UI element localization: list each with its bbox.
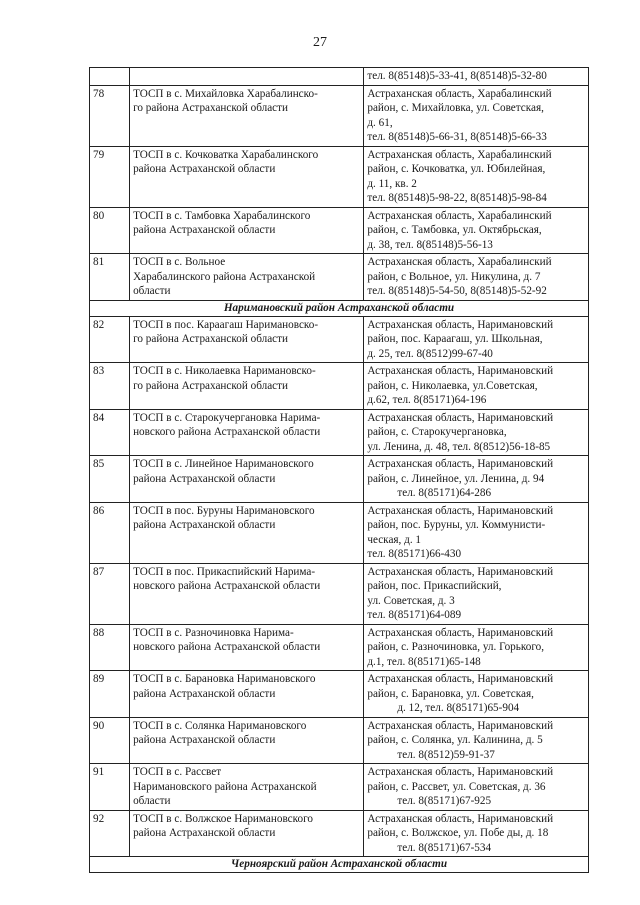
- address-line: д. 12, тел. 8(85171)65-904: [397, 702, 520, 714]
- name-line: ТОСП в с. Старокучергановка Нарима-: [133, 411, 321, 424]
- row-address-cell: [364, 717, 589, 764]
- address-line: д. 25, тел. 8(8512)99-67-40: [367, 347, 493, 360]
- row-name-cell: [130, 254, 364, 301]
- row-name-cell: [130, 85, 364, 146]
- row-name-cell: [130, 207, 364, 254]
- row-name-cell: [130, 456, 364, 503]
- registry-table: [89, 67, 589, 873]
- name-line: новского района Астраханской области: [133, 641, 321, 653]
- address-line: район, с. Волжское, ул. Побе ды, д. 18: [367, 827, 549, 839]
- row-address-cell: [364, 563, 589, 624]
- name-line: области: [133, 285, 171, 297]
- row-name-cell: [130, 409, 364, 456]
- row-number-cell: 85: [90, 456, 130, 503]
- table-row-continuation: [90, 68, 589, 86]
- row-name-cell: [130, 68, 364, 86]
- address-line: район, с. Линейное, ул. Ленина, д. 94: [367, 472, 545, 485]
- row-address-cell: [364, 68, 589, 86]
- table-row: [90, 409, 589, 456]
- row-address-cell: [364, 207, 589, 254]
- address-line: Астраханская область, Наримановский: [367, 766, 554, 778]
- address-line: Астраханская область, Наримановский: [367, 318, 554, 331]
- name-line: района Астраханской области: [133, 472, 276, 485]
- address-line: район, с. Михайловка, ул. Советская,: [367, 102, 544, 114]
- table-row: [90, 563, 589, 624]
- row-address-cell: [364, 85, 589, 146]
- address-line: Астраханская область, Наримановский: [367, 565, 554, 578]
- row-number-cell: 91: [90, 764, 130, 811]
- name-line: ТОСП в с. Николаевка Наримановско-: [133, 365, 316, 377]
- row-address-cell: [364, 624, 589, 671]
- address-line: тел. 8(85171)66-430: [367, 548, 462, 560]
- address-line: Астраханская область, Наримановский: [367, 365, 554, 377]
- row-number-cell: 83: [90, 363, 130, 410]
- name-line: ТОСП в с. Солянка Наримановского: [133, 719, 307, 732]
- name-line: области: [133, 795, 171, 807]
- row-name-cell: [130, 363, 364, 410]
- name-line: ТОСП в с. Разночиновка Нарима-: [133, 626, 294, 639]
- row-name-cell: [130, 764, 364, 811]
- row-address-cell: [364, 810, 589, 857]
- address-line: район, с. Разночиновка, ул. Горького,: [367, 641, 545, 653]
- address-line: Астраханская область, Наримановский: [367, 411, 554, 424]
- table-row: [90, 810, 589, 857]
- address-line: тел. 8(85148)5-98-22, 8(85148)5-98-84: [367, 192, 547, 204]
- row-address-cell: [364, 363, 589, 410]
- registry-table-body: [90, 68, 589, 873]
- address-line: ул. Ленина, д. 48, тел. 8(8512)56-18-85: [367, 440, 551, 453]
- table-row: [90, 671, 589, 718]
- address-line: район, с. Кочковатка, ул. Юбилейная,: [367, 163, 546, 175]
- name-line: района Астраханской области: [133, 734, 276, 746]
- name-line: ТОСП в с. Волжское Наримановского: [133, 812, 314, 825]
- row-number-cell: 92: [90, 810, 130, 857]
- row-name-cell: [130, 810, 364, 857]
- table-row: [90, 764, 589, 811]
- address-line: район, с. Николаевка, ул.Советская,: [367, 379, 538, 392]
- table-row: [90, 717, 589, 764]
- address-line: Астраханская область, Харабалинский: [367, 148, 552, 161]
- address-line: д.1, тел. 8(85171)65-148: [367, 655, 481, 668]
- row-number-cell: 79: [90, 146, 130, 207]
- address-line: район, с. Барановка, ул. Советская,: [367, 687, 534, 700]
- row-address-cell: [364, 764, 589, 811]
- row-name-cell: [130, 563, 364, 624]
- row-number-cell: 80: [90, 207, 130, 254]
- table-row: [90, 456, 589, 503]
- name-line: района Астраханской области: [133, 224, 276, 236]
- row-number-cell: [90, 68, 130, 86]
- section-header-row: [90, 857, 589, 873]
- address-line: д. 38, тел. 8(85148)5-56-13: [367, 238, 493, 251]
- table-row: [90, 624, 589, 671]
- row-number-cell: 82: [90, 316, 130, 363]
- name-line: Харабалинского района Астраханской: [133, 270, 316, 283]
- row-number-cell: 90: [90, 717, 130, 764]
- address-line: Астраханская область, Наримановский: [367, 719, 554, 732]
- address-line: д.62, тел. 8(85171)64-196: [367, 394, 487, 406]
- address-line: тел. 8(85148)5-66-31, 8(85148)5-66-33: [367, 131, 547, 143]
- row-address-cell: [364, 671, 589, 718]
- name-line: ТОСП в с. Тамбовка Харабалинского: [133, 209, 311, 222]
- row-address-cell: [364, 502, 589, 563]
- name-line: ТОСП в с. Линейное Наримановского: [133, 458, 314, 470]
- table-row: [90, 363, 589, 410]
- row-name-cell: [130, 624, 364, 671]
- name-line: новского района Астраханской области: [133, 426, 321, 438]
- address-line: Астраханская область, Харабалинский: [367, 256, 552, 268]
- address-line: район, с. Рассвет, ул. Советская, д. 36: [367, 780, 546, 793]
- address-line: район, с. Тамбовка, ул. Октябрьская,: [367, 224, 542, 236]
- name-line: ТОСП в с. Рассвет: [133, 766, 222, 778]
- name-line: ТОСП в с. Вольное: [133, 256, 226, 268]
- table-row: [90, 207, 589, 254]
- name-line: района Астраханской области: [133, 687, 276, 700]
- address-line: район, пос. Буруны, ул. Коммунисти-: [367, 519, 546, 531]
- row-name-cell: [130, 316, 364, 363]
- row-address-cell: [364, 409, 589, 456]
- name-line: района Астраханской области: [133, 163, 276, 175]
- row-number-cell: 84: [90, 409, 130, 456]
- section-header: Наримановский район Астраханской области: [90, 300, 589, 316]
- address-line: Астраханская область, Харабалинский: [367, 209, 552, 222]
- name-line: новского района Астраханской области: [133, 580, 321, 592]
- name-line: ТОСП в с. Барановка Наримановского: [133, 673, 316, 685]
- name-line: Наримановского района Астраханской: [133, 780, 317, 793]
- row-number-cell: 86: [90, 502, 130, 563]
- address-line: д. 61,: [367, 116, 393, 129]
- name-line: ТОСП в пос. Караагаш Наримановско-: [133, 318, 319, 331]
- row-address-cell: [364, 146, 589, 207]
- row-number-cell: 87: [90, 563, 130, 624]
- address-line: тел. 8(85171)64-286: [397, 487, 492, 499]
- address-line: район, с Вольное, ул. Никулина, д. 7: [367, 270, 541, 283]
- address-line: Астраханская область, Наримановский: [367, 458, 554, 470]
- address-line: ческая, д. 1: [367, 533, 422, 546]
- table-row: [90, 85, 589, 146]
- row-address-cell: [364, 254, 589, 301]
- name-line: района Астраханской области: [133, 519, 276, 531]
- name-line: ТОСП в пос. Прикаспийский Нарима-: [133, 565, 316, 578]
- row-number-cell: 88: [90, 624, 130, 671]
- address-line: ул. Советская, д. 3: [367, 594, 455, 607]
- address-line: Астраханская область, Наримановский: [367, 673, 554, 685]
- row-name-cell: [130, 146, 364, 207]
- address-line: Астраханская область, Наримановский: [367, 504, 554, 517]
- page-number: 27: [313, 35, 327, 50]
- row-number-cell: 78: [90, 85, 130, 146]
- name-line: го района Астраханской области: [133, 333, 289, 345]
- address-line: район, пос. Прикаспийский,: [367, 580, 502, 592]
- name-line: района Астраханской области: [133, 827, 276, 839]
- name-line: ТОСП в с. Кочковатка Харабалинского: [133, 148, 319, 161]
- table-row: [90, 502, 589, 563]
- address-line: Астраханская область, Харабалинский: [367, 87, 552, 100]
- name-line: ТОСП в пос. Буруны Наримановского: [133, 504, 315, 517]
- address-line: тел. 8(85148)5-33-41, 8(85148)5-32-80: [367, 70, 547, 82]
- name-line: ТОСП в с. Михайловка Харабалинско-: [133, 87, 318, 100]
- name-line: го района Астраханской области: [133, 102, 289, 114]
- address-line: район, с. Солянка, ул. Калинина, д. 5: [367, 734, 543, 746]
- name-line: го района Астраханской области: [133, 379, 289, 392]
- row-number-cell: 81: [90, 254, 130, 301]
- address-line: тел. 8(85171)67-534: [397, 841, 492, 854]
- row-name-cell: [130, 717, 364, 764]
- address-line: Астраханская область, Наримановский: [367, 626, 554, 639]
- row-name-cell: [130, 671, 364, 718]
- row-address-cell: [364, 456, 589, 503]
- address-line: тел. 8(85171)67-925: [397, 795, 492, 807]
- section-header-row: [90, 300, 589, 316]
- row-name-cell: [130, 502, 364, 563]
- row-address-cell: [364, 316, 589, 363]
- table-row: [90, 146, 589, 207]
- address-line: район, пос. Караагаш, ул. Школьная,: [367, 333, 543, 345]
- address-line: тел. 8(85148)5-54-50, 8(85148)5-52-92: [367, 285, 547, 297]
- address-line: тел. 8(85171)64-089: [367, 609, 462, 621]
- address-line: д. 11, кв. 2: [367, 177, 417, 190]
- address-line: район, с. Старокучергановка,: [367, 426, 507, 438]
- address-line: тел. 8(8512)59-91-37: [397, 748, 495, 761]
- table-row: [90, 254, 589, 301]
- section-header: Черноярский район Астраханской области: [90, 857, 589, 873]
- table-row: [90, 316, 589, 363]
- row-number-cell: 89: [90, 671, 130, 718]
- address-line: Астраханская область, Наримановский: [367, 812, 554, 825]
